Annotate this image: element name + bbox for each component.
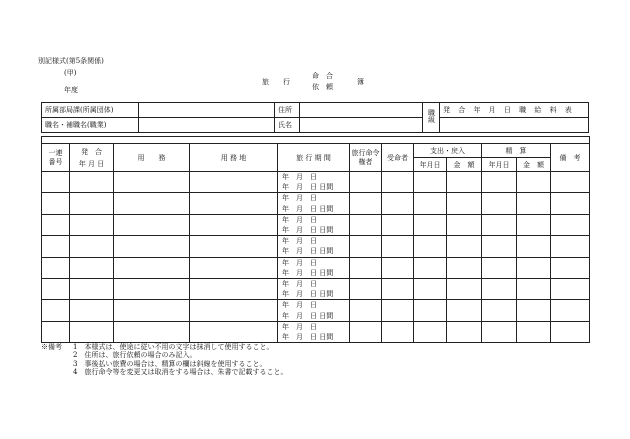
col-remarks: 備 考: [551, 144, 590, 172]
table-cell[interactable]: [517, 257, 551, 278]
table-cell[interactable]: [382, 300, 414, 321]
table-cell[interactable]: [114, 236, 190, 257]
name-field[interactable]: [300, 118, 423, 133]
table-cell[interactable]: [482, 236, 517, 257]
period-start: 年 月 日: [282, 215, 317, 224]
table-cell[interactable]: [190, 279, 278, 300]
table-row: [42, 172, 590, 193]
note-item: 2 住所は、旅行依頼の場合のみ記入。: [73, 351, 197, 360]
table-cell[interactable]: [114, 214, 190, 235]
year-label: 年度: [64, 86, 78, 94]
period-end: 年 月 日 日間: [282, 183, 334, 192]
period-start: 年 月 日: [282, 258, 317, 267]
col-settlement-date: 年月日: [482, 158, 517, 172]
grade-label: [423, 103, 440, 133]
grade-label-text: 職級: [427, 109, 436, 123]
address-field[interactable]: [300, 103, 423, 118]
position-field[interactable]: [139, 118, 275, 133]
table-cell[interactable]: [414, 236, 447, 257]
period-start: 年 月 日: [282, 301, 317, 310]
table-cell[interactable]: [517, 214, 551, 235]
period-cell[interactable]: [278, 279, 350, 300]
title-top: 命 合: [312, 72, 333, 80]
table-cell[interactable]: [350, 257, 382, 278]
table-cell[interactable]: [190, 321, 278, 342]
table-cell[interactable]: [382, 321, 414, 342]
dept-field[interactable]: [139, 103, 275, 118]
title-right: 簿: [357, 78, 364, 86]
table-row: [42, 214, 590, 235]
sub-label: (甲): [64, 69, 77, 77]
table-cell[interactable]: [551, 193, 590, 214]
table-cell[interactable]: [382, 193, 414, 214]
notes-row-2: [41, 351, 287, 359]
table-cell[interactable]: [551, 172, 590, 193]
period-cell[interactable]: [278, 257, 350, 278]
table-cell[interactable]: [350, 193, 382, 214]
period-cell[interactable]: [278, 300, 350, 321]
period-start: 年 月 日: [282, 322, 317, 331]
table-cell[interactable]: [414, 172, 447, 193]
spacer-row: [42, 137, 590, 144]
table-cell[interactable]: [114, 172, 190, 193]
period-cell[interactable]: [278, 236, 350, 257]
table-row: [42, 193, 590, 214]
table-cell[interactable]: [447, 193, 482, 214]
col-authority: [350, 144, 382, 172]
period-start: 年 月 日: [282, 237, 317, 246]
note-item: 1 本様式は、使途に従い不用の文字は抹消して使用すること。: [73, 343, 274, 351]
table-cell[interactable]: [447, 300, 482, 321]
rows-body: [42, 172, 590, 343]
notes-row-4: [41, 368, 287, 376]
table-cell[interactable]: [551, 214, 590, 235]
table-row: [42, 236, 590, 257]
table-cell[interactable]: [42, 257, 70, 278]
table-cell[interactable]: [414, 300, 447, 321]
col-serial: [42, 144, 70, 172]
table-cell[interactable]: [70, 300, 114, 321]
table-cell[interactable]: [517, 193, 551, 214]
col-serial-text: 一連番号: [48, 148, 63, 166]
notes-row-3: [41, 360, 287, 368]
table-cell[interactable]: [42, 236, 70, 257]
table-cell[interactable]: [114, 257, 190, 278]
table-cell[interactable]: [70, 257, 114, 278]
name-label: 氏名: [275, 118, 300, 133]
table-cell[interactable]: [414, 321, 447, 342]
table-cell[interactable]: [190, 236, 278, 257]
address-label: 住所: [275, 103, 300, 118]
note-item: 3 事後払い旅費の場合は、精算の欄は斜線を使用すること。: [73, 359, 267, 368]
table-cell[interactable]: [382, 236, 414, 257]
table-row: [42, 300, 590, 321]
table-cell[interactable]: [551, 236, 590, 257]
table-cell[interactable]: [482, 257, 517, 278]
table-row: [42, 257, 590, 278]
col-settlement-amount: 金 額: [517, 158, 551, 172]
table-cell[interactable]: [382, 214, 414, 235]
table-cell[interactable]: [551, 300, 590, 321]
col-order-date-top: 発 合: [81, 147, 102, 156]
salary-label: 発 合 年 月 日 職 給 料 表: [440, 103, 589, 118]
table-cell[interactable]: [42, 300, 70, 321]
table-cell[interactable]: [42, 279, 70, 300]
table-cell[interactable]: [382, 279, 414, 300]
table-cell[interactable]: [551, 257, 590, 278]
table-cell[interactable]: [482, 321, 517, 342]
notes-prefix: ※備考: [41, 343, 62, 351]
table-cell[interactable]: [447, 214, 482, 235]
info-table: [41, 102, 589, 133]
note-item: 4 旅行命令等を変更又は取消をする場合は、朱書で記載すること。: [73, 367, 288, 376]
period-cell[interactable]: [278, 193, 350, 214]
table-cell[interactable]: [517, 300, 551, 321]
position-label: 職名・補職名(職業): [42, 118, 139, 133]
period-start: 年 月 日: [282, 173, 317, 181]
col-destination: 用 務 地: [190, 144, 278, 172]
table-cell[interactable]: [517, 279, 551, 300]
col-business: 用 務: [114, 144, 190, 172]
period-end: 年 月 日 日間: [282, 247, 334, 256]
table-cell[interactable]: [70, 172, 114, 193]
table-cell[interactable]: [42, 321, 70, 342]
table-cell[interactable]: [70, 214, 114, 235]
col-receiver: 受命者: [382, 144, 414, 172]
table-cell[interactable]: [414, 214, 447, 235]
title-left: 旅 行: [262, 78, 290, 86]
table-cell[interactable]: [350, 321, 382, 342]
table-cell[interactable]: [114, 300, 190, 321]
main-table: [41, 136, 590, 343]
period-cell[interactable]: [278, 214, 350, 235]
table-cell[interactable]: [447, 279, 482, 300]
table-cell[interactable]: [190, 300, 278, 321]
col-expense: 支出・戻入: [414, 144, 482, 158]
period-end: 年 月 日 日間: [282, 226, 334, 235]
table-cell[interactable]: [42, 214, 70, 235]
period-end: 年 月 日 日間: [282, 204, 334, 213]
col-settlement: 精 算: [482, 144, 551, 158]
col-expense-date: 年月日: [414, 158, 447, 172]
table-cell[interactable]: [190, 257, 278, 278]
table-cell[interactable]: [551, 279, 590, 300]
table-cell[interactable]: [42, 172, 70, 193]
form-label: 別記様式(第5条関係): [38, 57, 104, 65]
table-cell[interactable]: [414, 279, 447, 300]
table-cell[interactable]: [70, 321, 114, 342]
table-cell[interactable]: [42, 193, 70, 214]
table-cell[interactable]: [447, 257, 482, 278]
table-cell[interactable]: [70, 193, 114, 214]
notes: [41, 343, 287, 376]
title-bottom: 依 頼: [312, 83, 333, 91]
table-cell[interactable]: [114, 279, 190, 300]
table-cell[interactable]: [114, 193, 190, 214]
col-period: 旅 行 期 間: [278, 144, 350, 172]
table-cell[interactable]: [190, 172, 278, 193]
table-cell[interactable]: [517, 321, 551, 342]
table-row: [42, 321, 590, 342]
period-cell[interactable]: [278, 321, 350, 342]
period-end: 年 月 日 日間: [282, 268, 334, 277]
table-cell[interactable]: [114, 321, 190, 342]
period-end: 年 月 日 日間: [282, 290, 334, 299]
table-cell[interactable]: [414, 193, 447, 214]
table-cell[interactable]: [190, 214, 278, 235]
table-cell[interactable]: [382, 257, 414, 278]
period-end: 年 月 日 日間: [282, 311, 334, 320]
table-cell[interactable]: [482, 300, 517, 321]
period-cell[interactable]: [278, 172, 350, 193]
table-cell[interactable]: [517, 236, 551, 257]
table-cell[interactable]: [350, 279, 382, 300]
table-cell[interactable]: [414, 257, 447, 278]
table-cell[interactable]: [70, 279, 114, 300]
table-cell[interactable]: [447, 172, 482, 193]
table-cell[interactable]: [447, 236, 482, 257]
table-cell[interactable]: [482, 193, 517, 214]
table-cell[interactable]: [190, 193, 278, 214]
col-order-date-bottom: 年 月 日: [78, 159, 105, 168]
col-authority-text: 旅行命令権者: [351, 148, 380, 166]
period-start: 年 月 日: [282, 280, 317, 289]
salary-field[interactable]: [440, 118, 589, 133]
table-cell[interactable]: [350, 236, 382, 257]
table-cell[interactable]: [482, 279, 517, 300]
table-cell[interactable]: [350, 172, 382, 193]
dept-label: 所属部局課(所属団体): [42, 103, 139, 118]
col-expense-amount: 金 額: [447, 158, 482, 172]
table-row: [42, 279, 590, 300]
table-cell[interactable]: [482, 214, 517, 235]
table-cell[interactable]: [482, 172, 517, 193]
col-order-date: [70, 144, 114, 172]
table-cell[interactable]: [447, 321, 482, 342]
table-cell[interactable]: [517, 172, 551, 193]
period-end: 年 月 日 日間: [282, 333, 334, 342]
table-cell[interactable]: [350, 214, 382, 235]
table-cell[interactable]: [382, 172, 414, 193]
table-cell[interactable]: [350, 300, 382, 321]
table-cell[interactable]: [551, 321, 590, 342]
table-cell[interactable]: [70, 236, 114, 257]
period-start: 年 月 日: [282, 194, 317, 203]
